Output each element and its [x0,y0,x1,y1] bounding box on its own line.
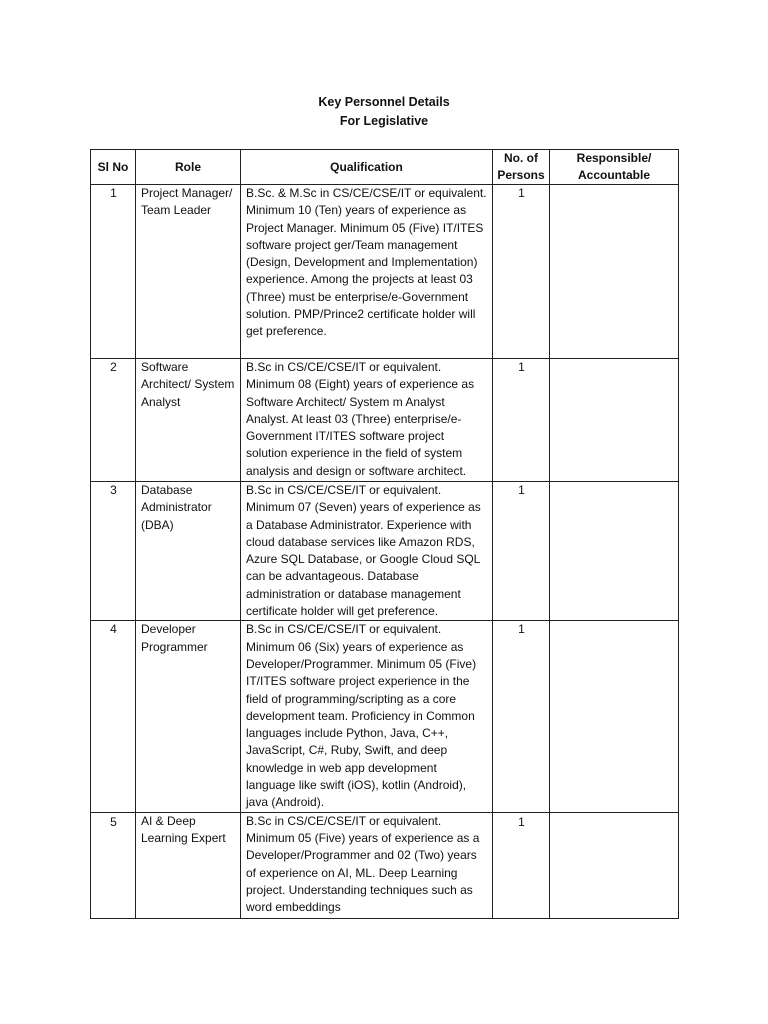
cell-qualification: B.Sc in CS/CE/CSE/IT or equivalent. Minimum 05 (Five) years of experience as a Developer/Programmer and 02 (Two) years of experience on AI, ML. Deep Learning project. Understanding techniques such as word embeddings [241,812,493,918]
cell-num-persons: 1 [493,621,550,812]
table-row [91,482,679,621]
header-qualification: Qualification [241,150,493,185]
header-sl-no: Sl No [91,150,136,185]
cell-role: Developer Programmer [136,621,241,812]
table-header-row [91,150,679,185]
table-row [91,359,679,482]
cell-role: Project Manager/ Team Leader [136,185,241,359]
header-responsible: Responsible/ Accountable [550,150,679,185]
cell-sl-no: 5 [91,812,136,918]
cell-role: AI & Deep Learning Expert [136,812,241,918]
header-role: Role [136,150,241,185]
cell-responsible [550,621,679,812]
cell-responsible [550,482,679,621]
cell-role: Software Architect/ System Analyst [136,359,241,482]
title-line-2: For Legislative [339,114,429,128]
table-row [91,621,679,812]
cell-qualification: B.Sc in CS/CE/CSE/IT or equivalent. Minimum 06 (Six) years of experience as Developer/Programmer. Minimum 05 (Five) IT/ITES software project experience in the field of programming/scripting as a core development team. Proficiency in Common languages include Python, Java, C++, JavaScript, C#, Ruby, Swift, and deep knowledge in web app development language like swift (iOS), kotlin (Android), java (Android). [241,621,493,812]
document-title [0,93,768,131]
cell-sl-no: 3 [91,482,136,621]
cell-num-persons: 1 [493,482,550,621]
cell-num-persons: 1 [493,812,550,918]
cell-num-persons: 1 [493,359,550,482]
title-line-1: Key Personnel Details [318,95,450,109]
cell-sl-no: 1 [91,185,136,359]
cell-qualification: B.Sc in CS/CE/CSE/IT or equivalent. Minimum 08 (Eight) years of experience as Software Architect/ System m Analyst Analyst. At least 03 (Three) enterprise/e-Government IT/ITES software project solution experience in the field of system analysis and design or software architect. [241,359,493,482]
cell-num-persons: 1 [493,185,550,359]
cell-responsible [550,185,679,359]
cell-qualification: B.Sc. & M.Sc in CS/CE/CSE/IT or equivalent. Minimum 10 (Ten) years of experience as Project Manager. Minimum 05 (Five) IT/ITES software project ger/Team management (Design, Development and Implementation) experience. Among the projects at least 03 (Three) must be enterprise/e-Government solution. PMP/Prince2 certificate holder will get preference. [241,185,493,359]
table-row [91,185,679,359]
cell-sl-no: 4 [91,621,136,812]
header-num-persons: No. of Persons [493,150,550,185]
cell-role: Database Administrator (DBA) [136,482,241,621]
cell-qualification: B.Sc in CS/CE/CSE/IT or equivalent. Minimum 07 (Seven) years of experience as a Database Administrator. Experience with cloud database services like Amazon RDS, Azure SQL Database, or Google Cloud SQL can be advantageous. Database administration or database management certificate holder will get preference. [241,482,493,621]
table-row [91,812,679,918]
cell-sl-no: 2 [91,359,136,482]
key-personnel-table [90,149,679,919]
cell-responsible [550,359,679,482]
cell-responsible [550,812,679,918]
